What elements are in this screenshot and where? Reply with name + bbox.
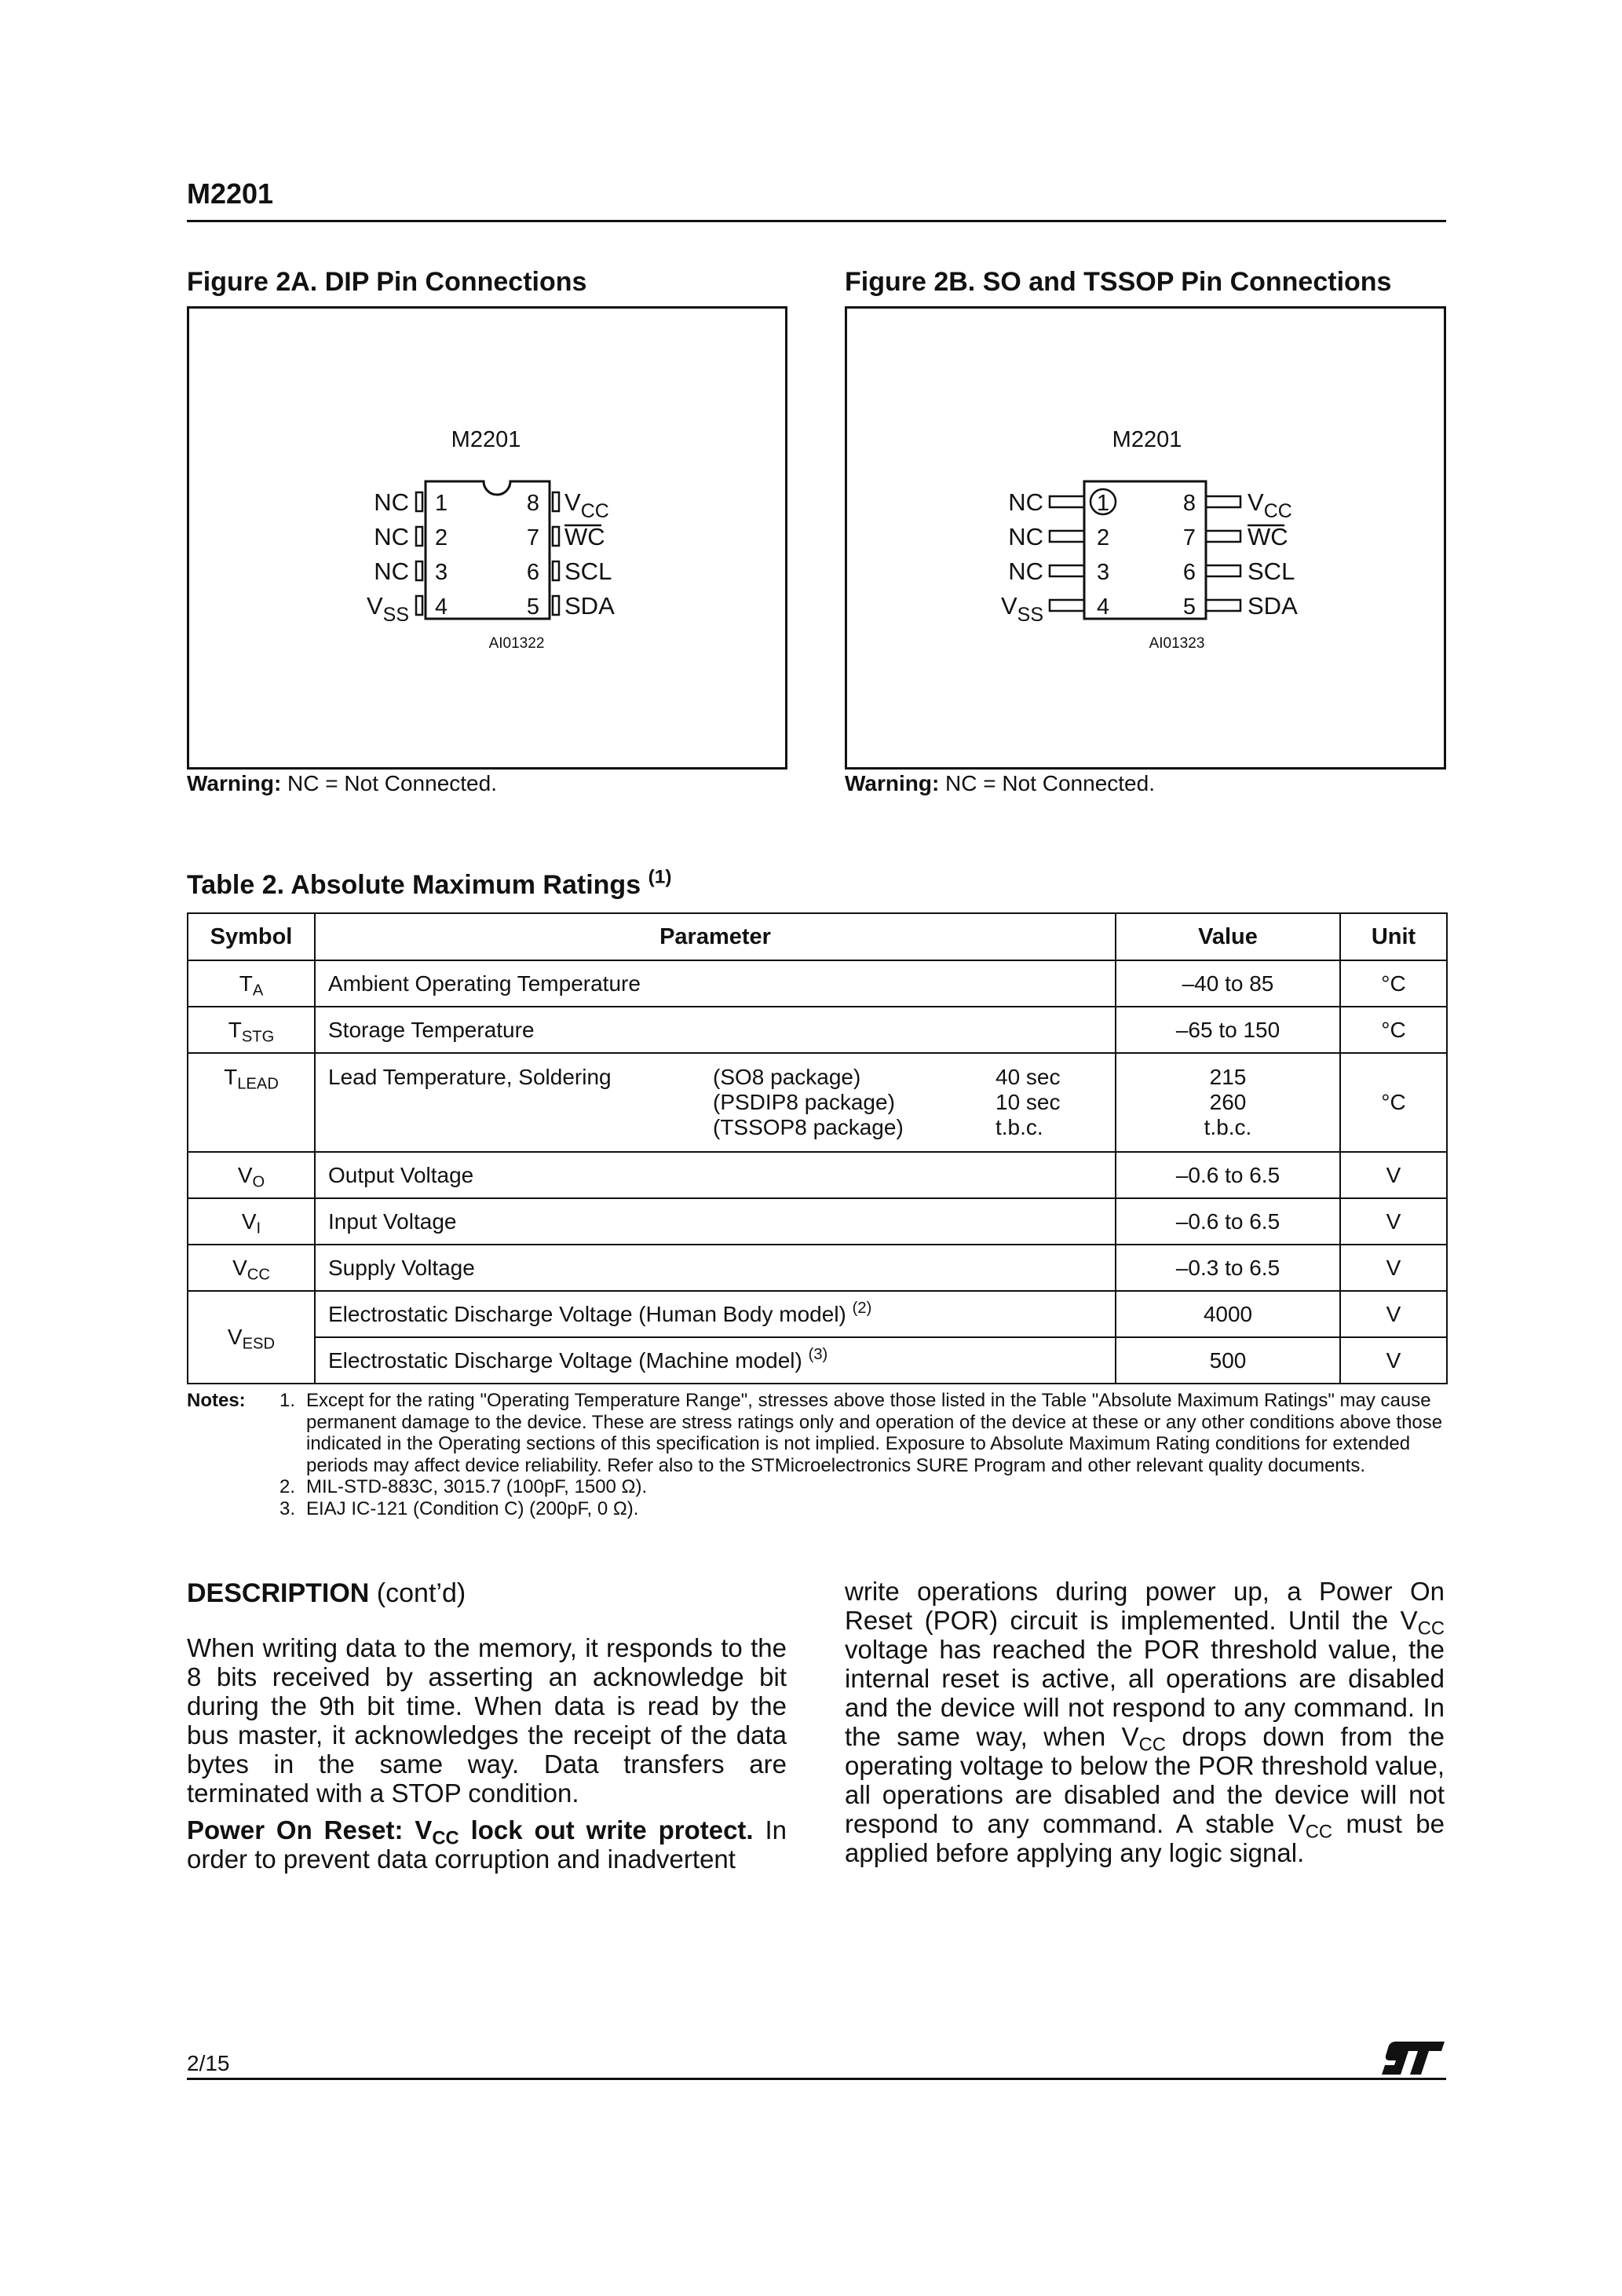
note-text: Except for the rating "Operating Temperature Range", stresses above those listed in the Table "Absolute Maximum Ratings" may cause permanent damage to the device. These are stress ratings only and operation of the device at these or any other conditions above those indicated in the Operating sections of this specification is not implied. Exposure to Absolute Maximum Rating conditions for extended periods may affect device reliability. Refer also to the STMicroelectronics SURE Program and other relevant quality documents. xyxy=(306,1390,1443,1476)
pin-name-right: $V_{CC}$ xyxy=(1248,488,1292,522)
value-cell xyxy=(1116,1053,1340,1152)
pin-lead xyxy=(1050,600,1084,611)
pin-number: 8 xyxy=(526,491,539,516)
document-title: M2201 xyxy=(187,177,274,210)
description-paragraph: When writing data to the memory, it responds to the 8 bits received by asserting an acknowledge bit during the 9th bit time. When data is read by the bus master, it acknowledges the receipt of the data bytes in the same way. Data transfers are terminated with a STOP condition. xyxy=(187,1633,787,1808)
table-row xyxy=(188,960,1447,1007)
por-paragraph: Power On Reset: $V_{CC}$ lock out write protect. In order to prevent data corruption and inadvertent xyxy=(187,1815,787,1874)
time-so8: 40 sec xyxy=(995,1065,1061,1089)
header-symbol: Symbol xyxy=(188,913,315,960)
pin-lead xyxy=(1206,565,1240,576)
value-cell: 4000 xyxy=(1116,1291,1340,1337)
figure-2a-frame xyxy=(187,306,787,770)
warning-text: NC = Not Connected. xyxy=(939,771,1155,795)
pin-number: 5 xyxy=(526,594,539,620)
table-row xyxy=(188,1007,1447,1053)
value-cell: –65 to 150 xyxy=(1116,1007,1340,1053)
note-number: 3. xyxy=(279,1497,296,1519)
pin-stub xyxy=(416,492,422,511)
figure-2a-device-label: M2201 xyxy=(451,427,521,452)
pin-lead xyxy=(1050,531,1084,542)
pin-stub xyxy=(416,561,422,580)
pin-lead xyxy=(1206,531,1240,542)
value-cell: –0.3 to 6.5 xyxy=(1116,1245,1340,1291)
symbol-cell: $T_{STG}$ xyxy=(188,1007,315,1053)
parameter-cell: Storage Temperature xyxy=(315,1007,1116,1053)
package-tssop8: (TSSOP8 package) xyxy=(713,1115,904,1139)
description-column-left xyxy=(187,1633,787,1874)
package-psdip8: (PSDIP8 package) xyxy=(713,1090,895,1114)
table-notes xyxy=(187,1390,1446,1519)
symbol-cell: $V_I$ xyxy=(188,1198,315,1245)
table-row xyxy=(188,1198,1447,1245)
table-header-row xyxy=(188,913,1447,960)
parameter-cell: Ambient Operating Temperature xyxy=(315,960,1116,1007)
unit-cell: V xyxy=(1340,1291,1447,1337)
notes-label: Notes: xyxy=(187,1390,246,1411)
time-psdip8: 10 sec xyxy=(995,1090,1061,1114)
note-text: MIL-STD-883C, 3015.7 (100pF, 1500 Ω). xyxy=(306,1476,648,1497)
pin-number: 1 xyxy=(435,491,448,516)
unit-cell: V xyxy=(1340,1198,1447,1245)
header-divider xyxy=(187,220,1446,222)
pin-name-right: SCL xyxy=(564,558,612,585)
unit-cell: V xyxy=(1340,1152,1447,1198)
absolute-maximum-ratings-table xyxy=(187,912,1448,1384)
pin-number: 3 xyxy=(1097,560,1110,585)
symbol-cell: $T_A$ xyxy=(188,960,315,1007)
pin-number: 7 xyxy=(526,525,539,550)
header-parameter: Parameter xyxy=(315,913,1116,960)
por-continued-paragraph: write operations during power up, a Power On Reset (POR) circuit is implemented. Until the $V_{CC}$ voltage has reached the POR threshold value, the internal reset is active, all operations are disabled and the device will not respond to any command. In the same way, when $V_{CC}$ drops down from the operating voltage to below the POR threshold value, all operations are disabled and the device will not respond to any command. A stable $V_{CC}$ must be applied before applying any logic signal. xyxy=(845,1577,1445,1867)
pin-number: 6 xyxy=(1182,560,1196,585)
so-pins xyxy=(1001,488,1298,626)
pin-lead xyxy=(1206,496,1240,507)
pin-name-right: $V_{CC}$ xyxy=(564,488,609,522)
figure-2b-warning xyxy=(845,771,1155,796)
parameter-cell: Output Voltage xyxy=(315,1152,1116,1198)
pin-number: 7 xyxy=(1182,525,1196,550)
table-caption-text: Table 2. Absolute Maximum Ratings xyxy=(187,870,641,900)
parameter-cell: Electrostatic Discharge Voltage (Machine model) $^{(3)}$ xyxy=(315,1337,1116,1384)
parameter-cell: Supply Voltage xyxy=(315,1245,1116,1291)
st-logo-icon xyxy=(1380,2040,1446,2076)
header-value: Value xyxy=(1116,913,1340,960)
unit-cell: °C xyxy=(1340,1053,1447,1152)
value-cell: –0.6 to 6.5 xyxy=(1116,1198,1340,1245)
figure-2a-caption: Figure 2A. DIP Pin Connections xyxy=(187,267,587,297)
description-heading: DESCRIPTION (cont’d) xyxy=(187,1578,466,1608)
unit-cell: °C xyxy=(1340,960,1447,1007)
unit-cell: °C xyxy=(1340,1007,1447,1053)
value-cell: –0.6 to 6.5 xyxy=(1116,1152,1340,1198)
note-number: 1. xyxy=(279,1390,296,1411)
pin-stub xyxy=(553,492,559,511)
pin-name-left: $V_{SS}$ xyxy=(1000,592,1043,626)
table-row-esd-human xyxy=(188,1291,1447,1337)
value-so8: 215 xyxy=(1209,1065,1247,1089)
so-tssop-pin-diagram xyxy=(847,309,1444,767)
header-unit: Unit xyxy=(1340,913,1447,960)
parameter-cell xyxy=(315,1053,1116,1152)
table-row-esd-machine xyxy=(188,1337,1447,1384)
figure-2b-frame xyxy=(845,306,1446,770)
pin-name-left: NC xyxy=(1008,488,1043,516)
pin-number: 8 xyxy=(1182,491,1196,516)
warning-text: NC = Not Connected. xyxy=(281,771,497,795)
table-row-lead-temperature xyxy=(188,1053,1447,1152)
figure-2b-device-label: M2201 xyxy=(1112,427,1182,452)
description-column-right xyxy=(845,1577,1445,1867)
symbol-cell: $V_O$ xyxy=(188,1152,315,1198)
symbol-cell: $V_{CC}$ xyxy=(188,1245,315,1291)
pin-name-right: SDA xyxy=(564,592,615,620)
note-item xyxy=(187,1476,1446,1498)
symbol-cell: $V_{ESD}$ xyxy=(188,1291,315,1384)
table-row xyxy=(188,1245,1447,1291)
pin-number: 1 xyxy=(1096,491,1110,516)
note-item xyxy=(187,1498,1446,1520)
table-2-caption xyxy=(187,866,672,901)
pin-number: 4 xyxy=(435,594,448,620)
pin-number: 6 xyxy=(526,560,539,585)
pin-name-left: $V_{SS}$ xyxy=(366,592,409,626)
pin-name-right: SDA xyxy=(1248,592,1298,620)
dip-pin-diagram xyxy=(189,309,785,767)
parameter-cell: Input Voltage xyxy=(315,1198,1116,1245)
pin-number: 5 xyxy=(1182,594,1196,620)
package-so8: (SO8 package) xyxy=(713,1065,861,1089)
dip-pins xyxy=(367,488,615,626)
note-number: 2. xyxy=(279,1476,296,1497)
pin-name-right: SCL xyxy=(1248,558,1295,585)
warning-label: Warning: xyxy=(845,771,940,795)
pin-stub xyxy=(416,527,422,546)
warning-label: Warning: xyxy=(187,771,282,795)
figure-2b-code: AI01323 xyxy=(1149,635,1205,652)
pin-stub xyxy=(553,527,559,546)
pin-number: 3 xyxy=(435,560,448,585)
unit-cell: V xyxy=(1340,1337,1447,1384)
page-number: 2/15 xyxy=(187,2051,230,2075)
figure-2a-warning xyxy=(187,771,497,796)
note-item xyxy=(187,1390,1446,1476)
note-text: EIAJ IC-121 (Condition C) (200pF, 0 Ω). xyxy=(306,1497,639,1519)
unit-cell: V xyxy=(1340,1245,1447,1291)
figure-2a-code: AI01322 xyxy=(488,635,545,652)
parameter-cell: Electrostatic Discharge Voltage (Human Body model) $^{(2)}$ xyxy=(315,1291,1116,1337)
pin-name-left: NC xyxy=(1008,558,1043,585)
value-tssop8: t.b.c. xyxy=(1204,1115,1252,1139)
pin-number: 4 xyxy=(1097,594,1110,620)
lead-param-label: Lead Temperature, Soldering xyxy=(328,1065,612,1089)
value-cell: –40 to 85 xyxy=(1116,960,1340,1007)
pin-name-left: NC xyxy=(1008,523,1043,550)
st-logo xyxy=(1380,2040,1446,2080)
pin-name-right: WC xyxy=(564,523,605,550)
time-tssop8: t.b.c. xyxy=(995,1115,1043,1139)
table-caption-note: (1) xyxy=(648,866,672,888)
figure-2b-caption: Figure 2B. SO and TSSOP Pin Connections xyxy=(845,267,1392,297)
pin-number: 2 xyxy=(1097,525,1110,550)
footer-divider xyxy=(187,2078,1446,2080)
pin-name-left: NC xyxy=(374,488,409,516)
pin-lead xyxy=(1206,600,1240,611)
pin-stub xyxy=(553,596,559,615)
pin-lead xyxy=(1050,496,1084,507)
pin-lead xyxy=(1050,565,1084,576)
table-row xyxy=(188,1152,1447,1198)
pin-number: 2 xyxy=(435,525,448,550)
pin-name-left: NC xyxy=(374,523,409,550)
symbol-cell: $T_{LEAD}$ xyxy=(188,1053,315,1152)
pin-name-right: WC xyxy=(1248,523,1288,550)
pin-name-left: NC xyxy=(374,558,409,585)
pin-stub xyxy=(416,596,422,615)
pin-stub xyxy=(553,561,559,580)
value-psdip8: 260 xyxy=(1209,1090,1247,1114)
value-cell: 500 xyxy=(1116,1337,1340,1384)
